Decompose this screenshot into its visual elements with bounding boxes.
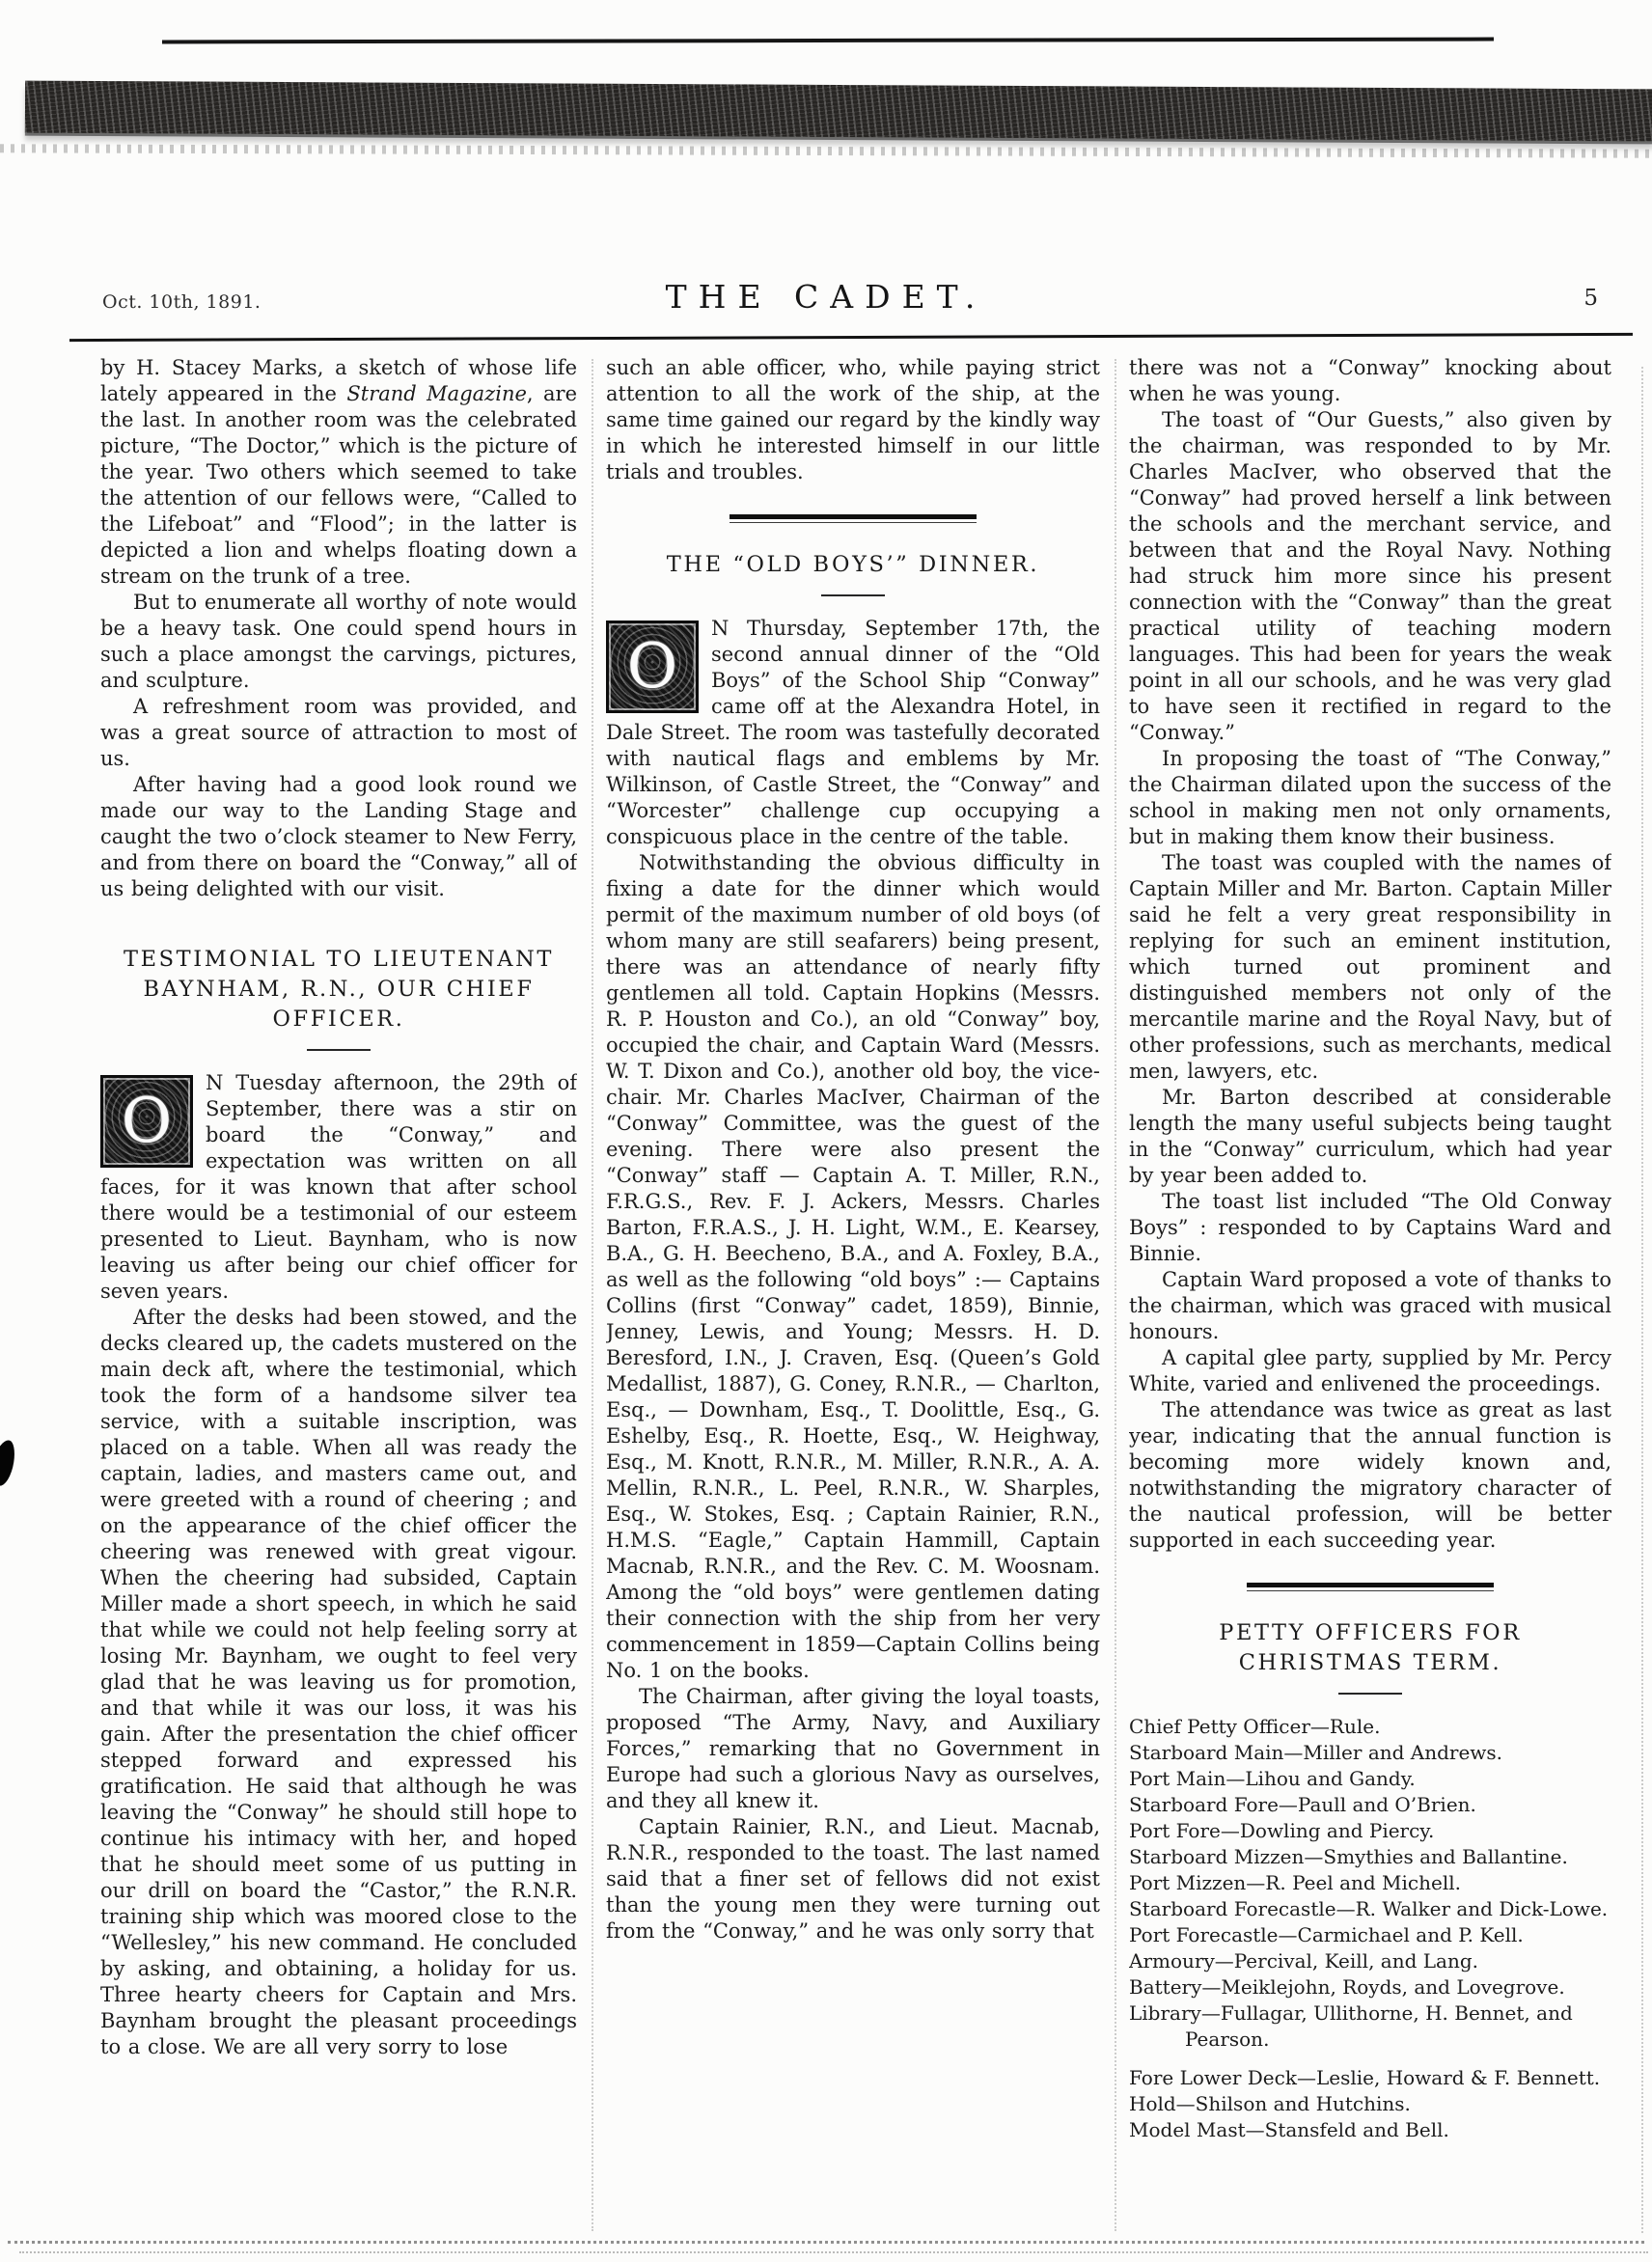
officer-assignment: Battery—Meiklejohn, Royds, and Lovegrove. — [1129, 1975, 1565, 1999]
paragraph: there was not a “Conway” knocking about when he was young. — [1129, 356, 1611, 405]
officer-assignment: Armoury—Percival, Keill, and Lang. — [1129, 1949, 1478, 1972]
scan-artifact-top-line — [162, 38, 1494, 44]
paragraph-text: by H. Stacey Marks, a sketch of whose life lately appeared in the — [100, 356, 577, 405]
paragraph: After the desks had been stowed, and the decks cleared up, the cadets mustered on the main deck aft, where the testimonial, which took the form of a handsome silver tea service, with a suitable inscription, was placed on a table. When all was ready the captain, ladies, and masters came out, and were greeted with a round of cheering ; and on the appearance of the chief officer the cheering was renewed with great vigour. When the cheering had subsided, Captain Miller made a short speech, in which he said that while we could not help feeling sorry at losing Mr. Baynham, we ought to feel very glad that he was leaving us for promotion, and that while it was our loss, it was his gain. After the presentation the chief officer stepped forward and expressed his gratification. He said that although he was leaving the “Conway” he should still hope to continue his intimacy with her, and hoped that he should meet some of us putting in our drill on board the “Castor,” the R.N.R. training ship which was moored close to the “Wellesley,” his new command. He concluded by asking, and obtaining, a holiday for us. Three hearty cheers for Captain and Mrs. Baynham brought the pleasant proceedings to a close. We are all very sorry to lose — [100, 1306, 577, 2058]
paragraph: The toast of “Our Guests,” also given by the chairman, was responded to by Mr. Charles MacIver, who observed that the “Conway” had proved herself a link between the schools and the merchant service, and between that and the Royal Navy. Nothing had struck him more since his present connection with the “Conway” than the great practical utility of teaching modern languages. This had been for years the weak point in all our schools, and he was very glad to have seen it rectified in regard to the “Conway.” — [1129, 408, 1611, 744]
officer-assignment: Library—Fullagar, Ullithorne, H. Bennet, and Pearson. — [1129, 2001, 1573, 2051]
officer-assignment: Port Mizzen—R. Peel and Michell. — [1129, 1871, 1461, 1894]
paragraph: Mr. Barton described at considerable length the many useful subjects being taught in the “Conway” curriculum, which had year by year been added to. — [1129, 1086, 1611, 1187]
officer-assignment: Starboard Mizzen—Smythies and Ballantine. — [1129, 1845, 1568, 1868]
ornamental-initial-o — [606, 621, 699, 713]
masthead — [0, 278, 1652, 328]
article-columns — [100, 355, 1611, 2262]
page-edge-dots — [1641, 367, 1643, 2233]
page-number: 5 — [1583, 286, 1598, 311]
petty-officers-list — [1129, 1714, 1611, 2143]
section-divider — [1247, 1583, 1494, 1591]
divider-thick-rule — [730, 514, 977, 519]
divider-thick-rule — [1247, 1583, 1494, 1587]
paragraph — [100, 355, 577, 590]
column-1 — [100, 355, 577, 2262]
scan-artifact-fuzz — [0, 144, 1652, 157]
divider-thin-rule — [730, 522, 977, 523]
officer-assignment: Starboard Forecastle—R. Walker and Dick-Lowe. — [1129, 1897, 1609, 1920]
dropcap-letter: O — [626, 631, 678, 703]
margin-ink-blob — [0, 1439, 17, 1488]
paragraph: After having had a good look round we made our way to the Landing Stage and caught the two o’clock steamer to New Ferry, and from there on board the “Conway,” all of us being delighted with our visit. — [100, 773, 577, 900]
officer-assignment: Fore Lower Deck—Leslie, Howard & F. Bennett. — [1129, 2066, 1601, 2089]
paragraph: In proposing the toast of “The Conway,” the Chairman dilated upon the success of the school in making men not only ornaments, but in making them know their business. — [1129, 747, 1611, 848]
paragraph: The toast list included “The Old Conway Boys” : responded to by Captains Ward and Binnie. — [1129, 1190, 1611, 1265]
divider-thin-rule — [1247, 1590, 1494, 1591]
magazine-title-italic: Strand Magazine — [346, 382, 527, 405]
officer-assignment: Port Fore—Dowling and Piercy. — [1129, 1819, 1435, 1842]
heading-rule — [307, 1049, 371, 1051]
article-heading-petty-officers: PETTY OFFICERS FOR CHRISTMAS TERM. — [1219, 1620, 1522, 1675]
ornamental-initial-o — [100, 1075, 193, 1168]
paragraph-with-dropcap — [100, 1070, 577, 1305]
paragraph: Captain Ward proposed a vote of thanks to the chairman, which was graced with musical honours. — [1129, 1268, 1611, 1343]
heading-rule — [1338, 1693, 1402, 1695]
page-title: THE CADET. — [665, 278, 987, 316]
scan-artifact-dark-band — [25, 81, 1652, 142]
officer-assignment: Starboard Fore—Paull and O’Brien. — [1129, 1793, 1476, 1816]
paragraph: A capital glee party, supplied by Mr. Percy White, varied and enlivened the proceedings. — [1129, 1346, 1611, 1395]
paragraph-text: , are the last. In another room was the celebrated picture, “The Doctor,” which is the picture of the year. Two others which seemed to take the attention of our fellows were, “Called to the Lifeboat” and “Flood”; in the latter is depicted a lion and whelps floating down a stream on the trunk of a tree. — [100, 382, 577, 588]
section-divider — [730, 514, 977, 523]
masthead-rule — [69, 333, 1633, 342]
heading-rule — [821, 594, 885, 596]
paragraph-text: N Tuesday afternoon, the 29th of September, there was a stir on board the “Conway,” and expectation was written on all faces, for it was known that after school there would be a testimonial of our esteem presented to Lieut. Baynham, who is now leaving us after being our chief officer for seven years. — [100, 1071, 577, 1303]
officer-assignment: Starboard Main—Miller and Andrews. — [1129, 1741, 1503, 1764]
article-heading-old-boys-dinner: THE “OLD BOYS’” DINNER. — [666, 552, 1040, 577]
column-3 — [1129, 355, 1611, 2262]
officer-assignment: Hold—Shilson and Hutchins. — [1129, 2092, 1411, 2115]
officer-assignment: Chief Petty Officer—Rule. — [1129, 1715, 1381, 1738]
paragraph: The attendance was twice as great as last year, indicating that the annual function is becoming more widely known and, notwithstanding the migratory character of the nautical profession, will be better supported in each succeeding year. — [1129, 1398, 1611, 1552]
officer-assignment: Port Main—Lihou and Gandy. — [1129, 1767, 1416, 1790]
article-heading-testimonial: TESTIMONIAL TO LIEUTENANT BAYNHAM, R.N., OUR CHIEF OFFICER. — [123, 947, 555, 1032]
paragraph: Captain Rainier, R.N., and Lieut. Macnab, R.N.R., responded to the toast. The last named said that a finer set of fellows did not exist than the young men they were turning out from the “Conway,” and he was only sorry that — [606, 1815, 1100, 1943]
paragraph-with-dropcap — [606, 616, 1100, 850]
paragraph: The Chairman, after giving the loyal toasts, proposed “The Army, Navy, and Auxiliary Forces,” remarking that no Government in Europe had such a glorious Navy as ourselves, and they all knew it. — [606, 1685, 1100, 1812]
column-2 — [606, 355, 1100, 2262]
paragraph: such an able officer, who, while paying strict attention to all the work of the ship, at the same time gained our regard by the kindly way in which he interested himself in our little trials and troubles. — [606, 356, 1100, 483]
paragraph: The toast was coupled with the names of Captain Miller and Mr. Barton. Captain Miller said he felt a very great responsibility in replying for such an eminent institution, which turned out prominent and distinguished members not only of the mercantile marine and the Royal Navy, but of other professions, such as merchants, medical men, lawyers, etc. — [1129, 851, 1611, 1083]
paragraph-text: N Thursday, September 17th, the second annual dinner of the “Old Boys” of the School Ship “Conway” came off at the Alexandra Hotel, in Dale Street. The room was tastefully decorated with nautical flags and emblems by Mr. Wilkinson, of Castle Street, the “Conway” and “Worcester” challenge cup occupying a conspicuous place in the centre of the table. — [606, 617, 1100, 848]
paragraph: A refreshment room was provided, and was a great source of attraction to most of us. — [100, 695, 577, 770]
officer-assignment: Port Forecastle—Carmichael and P. Kell. — [1129, 1923, 1524, 1946]
paragraph: Notwithstanding the obvious difficulty in fixing a date for the dinner which would permit of the maximum number of old boys (of whom many are still seafarers) being present, there was an attendance of nearly fifty gentlemen all told. Captain Hopkins (Messrs. R. P. Houston and Co.), an old “Conway” boy, occupied the chair, and Captain Ward (Messrs. W. T. Dixon and Co.), another old boy, the vice-chair. Mr. Charles MacIver, Chairman of the “Conway” Committee, was the guest of the evening. There were also present the “Conway” staff — Captain A. T. Miller, R.N., F.R.G.S., Rev. F. J. Ackers, Messrs. Charles Barton, F.R.A.S., J. H. Light, W.M., E. Kearsey, B.A., G. H. Beecheno, B.A., and A. Foxley, B.A., as well as the following “old boys” :— Captains Collins (first “Conway” cadet, 1859), Binnie, Jenney, Lewis, and Young; Messrs. H. D. Beresford, I.N., J. Craven, Esq. (Queen’s Gold Medallist, 1887), G. Coney, R.N.R., — Charlton, Esq., — Downham, Esq., T. Doolittle, Esq., G. Eshelby, Esq., R. Hoette, Esq., W. Heighway, Esq., M. Knott, R.N.R., M. Miller, R.N.R., A. A. Mellin, R.N.R., L. Peel, R.N.R., W. Sharples, Esq., W. Stokes, Esq. ; Captain Rainier, R.N., H.M.S. “Eagle,” Captain Hammill, Captain Macnab, R.N.R., and the Rev. C. M. Woosnam. Among the “old boys” were gentlemen dating their connection with the ship from her very commencement in 1859—Captain Collins being No. 1 on the books. — [606, 851, 1100, 1682]
issue-date: Oct. 10th, 1891. — [102, 291, 262, 313]
paragraph: But to enumerate all worthy of note would be a heavy task. One could spend hours in such a place amongst the carvings, pictures, and sculpture. — [100, 591, 577, 692]
dropcap-letter: O — [121, 1086, 173, 1157]
officer-assignment: Model Mast—Stansfeld and Bell. — [1129, 2118, 1449, 2141]
